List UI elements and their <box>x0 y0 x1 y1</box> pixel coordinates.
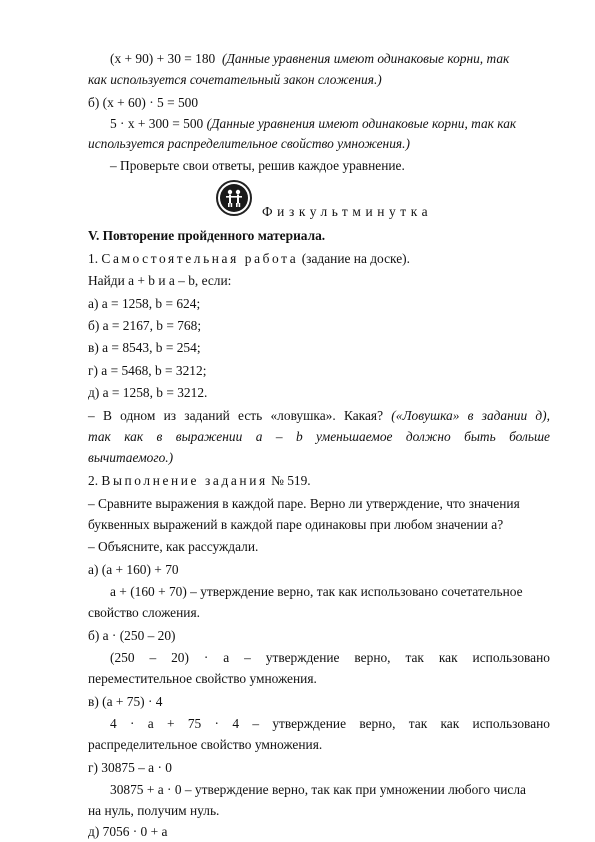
answer-b-1: (250 – 20) · a – утверждение верно, так как использовано <box>110 650 550 665</box>
task-ref: № 519. <box>271 473 311 488</box>
task2-title-line <box>88 473 311 489</box>
note: (Данные уравнения имеют одинаковые корни, так <box>221 51 510 66</box>
expr-b: б) a · (250 – 20) <box>88 628 176 643</box>
list-item: б) a = 2167, b = 768; <box>88 318 202 333</box>
expr-c: в) (a + 75) · 4 <box>88 694 163 709</box>
intro-line-1 <box>110 51 509 67</box>
task-number: 1. <box>88 251 99 266</box>
intro-eq-b: б) (x + 60) · 5 = 500 <box>88 95 199 110</box>
expr-a: а) (a + 160) + 70 <box>88 562 179 577</box>
exercise-figures-icon <box>216 180 252 216</box>
question: – В одном из заданий есть «ловушка». Какая? <box>88 408 384 423</box>
answer-a-1: a + (160 + 70) – утверждение верно, так как использовано сочетательное <box>110 584 523 599</box>
answer-c-2: распределительное свойство умножения. <box>88 737 323 752</box>
list-item: д) a = 1258, b = 3212. <box>88 385 208 400</box>
note: (Данные уравнения имеют одинаковые корни, так как <box>206 116 517 131</box>
answer-c-1: 4 · a + 75 · 4 – утверждение верно, так как использовано <box>110 716 550 731</box>
task-note: (задание на доске). <box>301 251 410 266</box>
answer-a-2: свойство сложения. <box>88 605 200 620</box>
list-item: а) a = 1258, b = 624; <box>88 296 201 311</box>
icon-disc <box>220 184 248 212</box>
answer-d-2: на нуль, получим нуль. <box>88 803 220 818</box>
figures-svg <box>220 184 248 212</box>
expr-d: г) 30875 – a · 0 <box>88 760 172 775</box>
expr-e: д) 7056 · 0 + a <box>88 824 168 839</box>
trap-question <box>88 408 550 424</box>
equation: 5 · x + 300 = 500 <box>110 116 204 131</box>
task-number: 2. <box>88 473 99 488</box>
intro-line-5: используется распределительное свойство умножения.) <box>88 136 410 151</box>
section-heading: V. Повторение пройденного материала. <box>88 228 326 243</box>
intro-line-2: как используется сочетательный закон сложения.) <box>88 72 382 87</box>
answer-b-2: переместительное свойство умножения. <box>88 671 317 686</box>
answer: («Ловушка» в задании д), <box>391 408 550 423</box>
task2-question-3: – Объясните, как рассуждали. <box>88 539 259 554</box>
trap-answer-3: вычитаемого.) <box>88 450 174 465</box>
task-title: Самостоятельная работа <box>101 251 299 266</box>
find-instruction: Найди a + b и a – b, если: <box>88 273 232 288</box>
task-title: Выполнение задания <box>101 473 268 488</box>
intro-line-4 <box>110 116 516 132</box>
answer-d-1: 30875 + a · 0 – утверждение верно, так как при умножении любого числа <box>110 782 526 797</box>
task2-question-2: буквенных выражений в каждой паре одинаковы при любом значении a? <box>88 517 504 532</box>
task1-title-line <box>88 251 410 267</box>
fizkult-title: Физкультминутка <box>262 204 433 219</box>
task2-question-1: – Сравните выражения в каждой паре. Верно ли утверждение, что значения <box>88 496 520 511</box>
trap-answer-2: так как в выражении a – b уменьшаемое должно быть больше <box>88 429 550 444</box>
list-item: в) a = 8543, b = 254; <box>88 340 201 355</box>
check-instruction: – Проверьте свои ответы, решив каждое уравнение. <box>110 158 405 173</box>
list-item: г) a = 5468, b = 3212; <box>88 363 207 378</box>
equation: (x + 90) + 30 = 180 <box>110 51 216 66</box>
